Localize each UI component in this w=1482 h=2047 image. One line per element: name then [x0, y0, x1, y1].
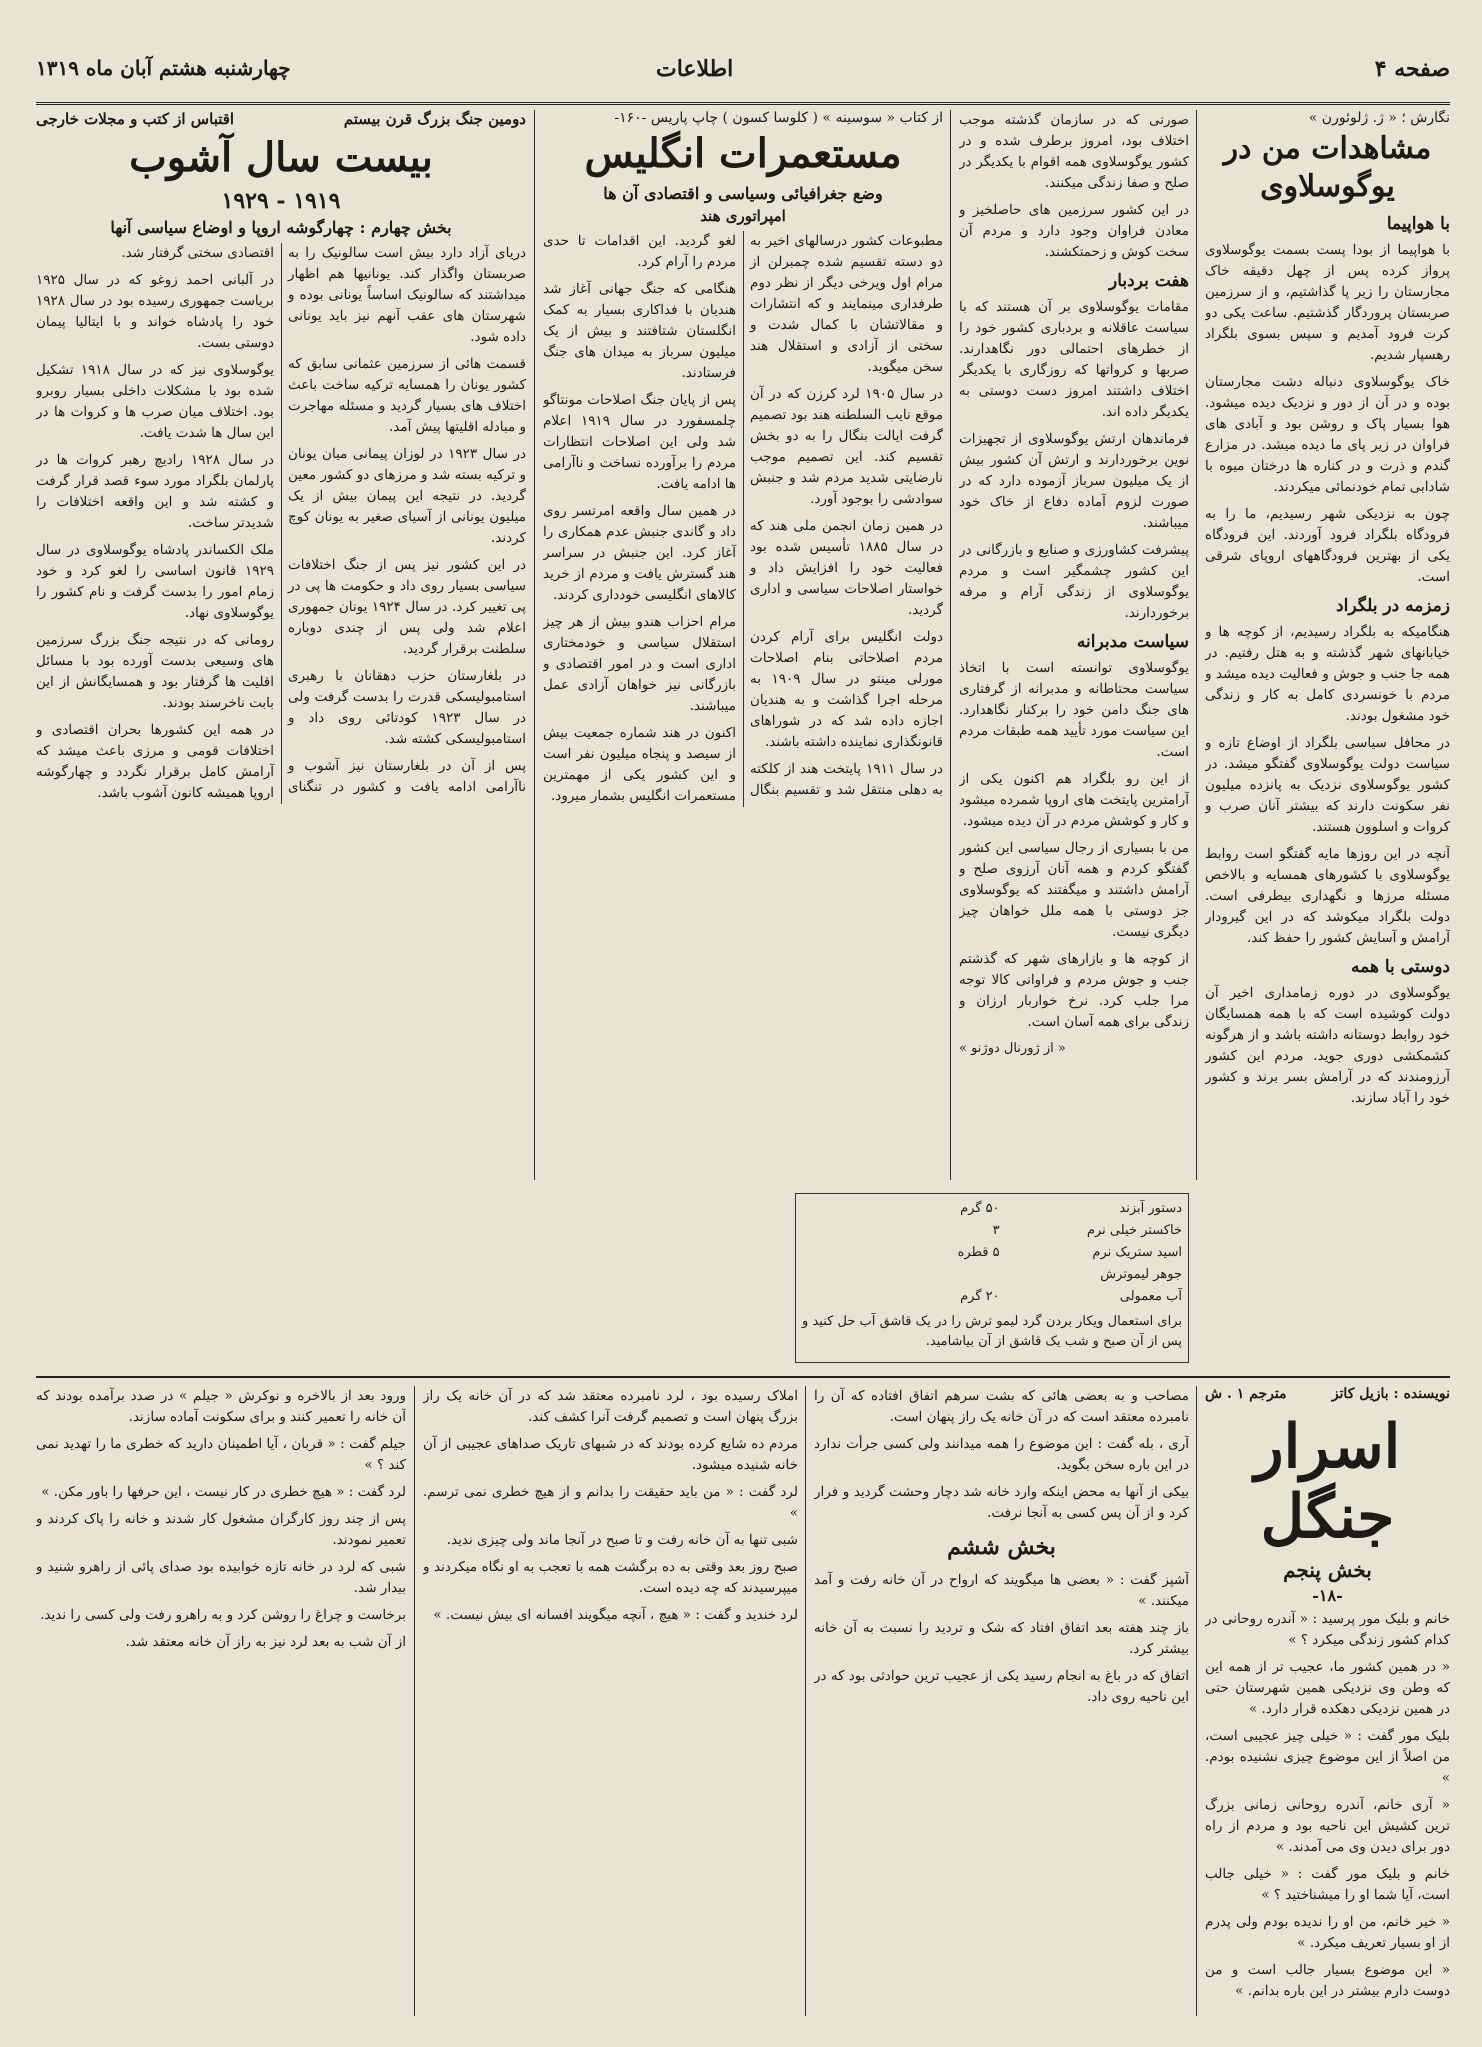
paragraph: لرد گفت : « هیچ خطری در کار نیست ، این حرفها را باور مکن. »	[41, 1484, 406, 1500]
section-heading: با هواپیما	[1386, 214, 1450, 234]
article-body	[543, 231, 943, 807]
column-rule	[950, 110, 951, 1180]
recipe-item: آب معمولی	[1119, 1289, 1182, 1304]
recipe-note: برای استعمال ویکار بردن گرد لیمو ترش را در یک قاشق آب حل کنید و پس از آن صبح و شب یک قاشق از آن بیاشامید.	[802, 1314, 1182, 1349]
article-body	[36, 243, 526, 804]
recipe-amount: ۵۰ گرم	[960, 1201, 1000, 1216]
paragraph: در همین زمان انجمن ملی هند که در سال ۱۸۸۵ تأسیس شده بود فعالیت خود را افزایش داد و خواستار اصلاحات سیاسی و اداری گردید.	[750, 518, 943, 618]
paragraph: پیشرفت کشاورزی و صنایع و بازرگانی در این کشور چشمگیر است و مردم یوگوسلاوی از زندگی آرام و مرفه برخوردارند.	[959, 542, 1189, 621]
serial-column-b	[814, 1386, 1189, 2016]
paragraph: شبی تنها به آن خانه رفت و تا صبح در آنجا ماند ولی چیزی ندید.	[446, 1532, 798, 1548]
serial-column-d	[36, 1386, 406, 2016]
source-caption: از کتاب « سوسینه » ( کلوسا کسون ) چاپ پاریس -۱۶۰-	[614, 110, 943, 126]
column-rule	[534, 110, 535, 1180]
paragraph: با هواپیما از بودا پست بسمت یوگوسلاوی پرواز کرده پس از چهل دقیقه خاک مجارستان را زیر پا گذاشتیم، و از سرزمین صربستان پروردگار گذشتیم. ساعت یکی دو کرت فرود آمدیم و سپس بسوی بلگراد رهسپار شدیم.	[1205, 242, 1450, 363]
column-colonies	[543, 110, 943, 1180]
paragraph: دریای آزاد دارد بیش است سالونیک را به صربستان واگذار کند. یونانیها هم اظهار میداشتند که سالونیک اساساً یونانی بوده و شهرستان های عقب آنهم نیز باید یونانی داده شود.	[288, 245, 526, 345]
serial-title: اسرار جنگل	[1254, 1412, 1401, 1552]
paragraph: در سال ۱۹۲۸ رادیچ رهبر کروات ها در پارلمان بلگراد مورد سوء قصد قرار گرفت و کشته شد و این واقعه اختلافات را شدیدتر ساخت.	[36, 452, 274, 531]
article-subtitle: بخش چهارم : چهارگوشه اروپا و اوضاع سیاسی آنها	[110, 218, 452, 237]
paragraph: دولت انگلیس برای آرام کردن مردم اصلاحاتی بنام اصلاحات مورلی مینتو در سال ۱۹۰۹ به مرحله اجرا گذاشت و به هندیان اجازه داده شد که در شوراهای قانونگذاری نماینده داشته باشند.	[750, 629, 943, 750]
paragraph: هنگامی که جنگ جهانی آغاز شد هندیان با فداکاری بسیار به کمک انگلستان شتافتند و بیش از یک میلیون سرباز به میدان های جنگ فرستادند.	[543, 281, 736, 381]
recipe-item: اسید ستریک نرم	[1092, 1245, 1182, 1260]
article-subtitle-2: امپراتوری هند	[700, 207, 786, 225]
column-yugoslavia	[1205, 110, 1450, 1180]
recipe-box	[795, 1193, 1189, 1363]
paragraph: در سال ۱۹۲۳ در لوزان پیمانی میان یونان و ترکیه بسته شد و مرزهای دو کشور معین گردید. در نتیجه این پیمان بیش از یک میلیون یونانی از آسیای صغیر به یونان کوچ کردند.	[288, 446, 526, 546]
serial-credits	[1205, 1386, 1450, 1402]
paragraph: شبی که لرد در خانه تازه خوابیده بود صدای پائی از راهرو شنید و بیدار شد.	[36, 1559, 406, 1596]
section-heading: سیاست مدبرانه	[1076, 632, 1189, 652]
paragraph: مطبوعات کشور درسالهای اخیر به دو دسته تقسیم شده چمبرلن از مرام اول ویرخی دیگر از نظر دوم طرفداری مینمایند و که انتشارات و مقالاتشان با کمال شدت و سختی از آزادی و استقلال هند سخن میگوید.	[750, 233, 943, 375]
column-yugoslavia-cont	[959, 110, 1189, 1180]
paragraph: آنچه در این روزها مایه گفتگو است روابط یوگوسلاوی با کشورهای همسایه و بالاخص مسئله مرزها و نگهداری بیطرفی است. دولت بلگراد میکوشد که در این گیرودار آرامش و آسایش کشور را حفظ کند.	[1205, 846, 1450, 946]
paper-name: اطلاعات	[656, 56, 734, 82]
paragraph: بلیک مور گفت : « خیلی چیز عجیبی است، من اصلاً از این موضوع چیزی نشنیده بودم. »	[1205, 1728, 1450, 1786]
paragraph: مقامات یوگوسلاوی بر آن هستند که با سیاست عاقلانه و بردباری کشور خود را از خطرهای احتمالی دور نگاهدارند. صربها و کرواتها که روزگاری با یکدیگر اختلاف داشتند امروز دست دوستی به یکدیگر داده اند.	[959, 299, 1189, 420]
paragraph: مصاحب و به بعضی هائی که بشت سرهم اتفاق افتاده که آن را نامبرده معتقد است که در آن خانه یک راز پنهان است.	[814, 1388, 1189, 1425]
paragraph: بیکی از آنها به محض اینکه وارد خانه شد دچار وحشت گردید و فرار کرد و از آن پس کسی به آنجا نرفت.	[814, 1484, 1189, 1521]
recipe-item: دستور آبزند	[1119, 1201, 1182, 1216]
author-caption: نگارش ؛ « ژ. ژلوئورن »	[1308, 110, 1450, 126]
paragraph: اتفاق که در باغ به انجام رسید یکی از عجیب ترین حوادثی بود که در این ناحیه روی داد.	[814, 1668, 1189, 1705]
section-rule	[36, 1376, 1450, 1378]
paragraph: قسمت هائی از سرزمین عثمانی سابق که کشور یونان را همسایه ترکیه ساخت باعث اختلاف های بسیار گردید و مسئله مهاجرت و مبادله اقلیتها پیش آمد.	[288, 356, 526, 435]
paragraph: جیلم گفت : « قربان ، آیا اطمینان دارید که خطری ما را تهدید نمی کند ؟ »	[36, 1436, 406, 1473]
paragraph: برخاست و چراغ را روشن کرد و به راهرو رفت ولی کسی را ندید.	[40, 1607, 406, 1623]
page-number: صفحه ۴	[1374, 56, 1450, 82]
paragraph: باز چند هفته بعد اتفاق افتاد که شک و تردید را نسبت به آن خانه بیشتر کرد.	[814, 1620, 1189, 1657]
paragraph: پس از پایان جنگ اصلاحات مونتاگو چلمسفورد در سال ۱۹۱۹ اعلام شد ولی این اصلاحات انتظارات مردم را برآورده نساخت و ناآرامی ها ادامه یافت.	[543, 392, 736, 492]
paragraph: « آری خانم، آندره روحانی زمانی بزرگ ترین کشیش این ناحیه بود و مردم از راه دور برای دیدن وی می آمدند. »	[1205, 1797, 1450, 1855]
newspaper-page	[36, 48, 1450, 2020]
paragraph: هنگامیکه به بلگراد رسیدیم، از کوچه ها و خیابانهای شهر گذشته و به هتل رفتیم. در همه جا جنب و جوش و فعالیت دیده میشد و مردم با خونسردی کامل به کار و زندگی خود مشغول بودند.	[1205, 624, 1450, 724]
series-caption: دومین جنگ بزرگ قرن بیستم	[343, 110, 526, 128]
paragraph: آشپز گفت : « بعضی ها میگویند که ارواح در آن خانه رفت و آمد میکنند. »	[814, 1572, 1189, 1609]
paragraph: یوگوسلاوی توانسته است با اتخاذ سیاست محتاطانه و مدبرانه از گرفتاری های جنگ دامن خود را برکنار نگاهدارد. این سیاست مورد تأیید همه طبقات مردم است.	[959, 660, 1189, 760]
series-header	[36, 110, 526, 128]
recipe-amount: ۳	[992, 1223, 1000, 1238]
paragraph: لرد خندید و گفت : « هیچ ، آنچه میگویند افسانه ای بیش نیست. »	[433, 1607, 798, 1623]
paragraph: در محافل سیاسی بلگراد از اوضاع تازه و سیاست دولت یوگوسلاوی گفتگو میشد. در کشور یوگوسلاوی نزدیک به پانزده میلیون نفر سکونت دارند که بیشتر آنان صرب و کروات و اسلوون هستند.	[1205, 735, 1450, 835]
column-rule	[805, 1386, 806, 2016]
article-title: مستعمرات انگلیس	[584, 130, 902, 177]
column-rule	[1196, 1386, 1197, 2016]
section-heading: هفت بردبار	[1109, 271, 1189, 291]
recipe-item: خاکستر خیلی نرم	[1086, 1223, 1182, 1238]
paragraph: صورتی که در سازمان گذشته موجب اختلاف بود، امروز برطرف شده و در کشور یوگوسلاوی همه اقوام با یکدیگر در صلح و صفا زندگی میکنند.	[959, 112, 1189, 191]
paragraph: خانم و بلیک مور پرسید : « آندره روحانی در کدام کشور زندگی میکرد ؟ »	[1205, 1611, 1450, 1648]
serial-author: نویسنده : بازیل کاتز	[1331, 1386, 1450, 1402]
paragraph: مردم ده شایع کرده بودند که در شبهای تاریک صداهای عجیبی از آن خانه شنیده میشود.	[423, 1436, 798, 1473]
year-range: ۱۹۱۹ - ۱۹۲۹	[221, 188, 341, 214]
paragraph: چون به نزدیکی شهر رسیدیم، ما را به فرودگاه بلگراد فرود آوردند. این فرودگاه یکی از بهترین فرودگاههای اروپای شرقی است.	[1205, 506, 1450, 585]
paragraph: مرام احزاب هندو بیش از هر چیز استقلال سیاسی و خودمختاری اداری است و در امور اقتصادی و بازرگانی نیز خواهان آزادی عمل میباشند.	[543, 614, 736, 714]
paragraph: از این رو بلگراد هم اکنون یکی از آرامترین پایتخت های اروپا شمرده میشود و کار و کوشش مردم در آن دیده میشود.	[959, 771, 1189, 829]
source-credit: « از ژورنال دوژنو »	[959, 1041, 1066, 1056]
recipe-item: جوهر لیموترش	[1100, 1267, 1182, 1282]
paragraph: در سال ۱۹۱۱ پایتخت هند از کلکته به دهلی منتقل شد و تقسیم بنگال لغو گردید. این اقدامات تا حدی مردم را آرام کرد.	[543, 233, 943, 798]
column-rule	[414, 1386, 415, 2016]
paragraph: « در همین کشور ما، عجیب تر از همه این که وطن وی نزدیکی همین شهرستان حتی در همین نزدیکی دهکده قرار دارد. »	[1205, 1659, 1450, 1717]
paragraph: یوگوسلاوی نیز که در سال ۱۹۱۸ تشکیل شده بود با مشکلات داخلی بسیار روبرو بود. اختلاف میان صرب ها و کروات ها در این سال ها شدت یافت.	[36, 362, 274, 441]
paragraph: من با بسیاری از رجال سیاسی این کشور گفتگو کردم و همه آنان آرزوی صلح و آرامش داشتند و میگفتند که یوگوسلاوی جز دوستی با همه ملل خواهان چیز دیگری نیست.	[959, 840, 1189, 940]
paragraph: در همه این کشورها بحران اقتصادی و اختلافات قومی و مرزی باعث میشد که آرامش کامل برقرار نگردد و چهارگوشه اروپا همیشه کانون آشوب باشد.	[36, 722, 274, 801]
paragraph: در آلبانی احمد زوغو که در سال ۱۹۲۵ بریاست جمهوری رسیده بود در سال ۱۹۲۸ خود را پادشاه خواند و با ایتالیا پیمان دوستی بست.	[36, 272, 274, 351]
paragraph: « خیر خانم، من او را ندیده بودم ولی پدرم از او بسیار تعریف میکرد. »	[1205, 1914, 1450, 1951]
series-caption-2: اقتباس از کتب و مجلات خارجی	[36, 110, 235, 128]
article-subtitle: وضع جغرافیائی وسیاسی و اقتصادی آن ها	[603, 184, 883, 203]
paragraph: « این موضوع بسیار جالب است و من دوست دارم بیشتر در این باره بدانم. »	[1205, 1962, 1450, 1999]
paragraph: خاک یوگوسلاوی دنباله دشت مجارستان بوده و در آن از دور و نزدیک دیده میشود. هوا بسیار پاک و روشن بود و آبادی های فراوان در زیر پای ما دیده میشد. در مزارع گندم و ذرت و در کناره ها درختان میوه با شادابی تمام خودنمائی میکردند.	[1205, 374, 1450, 495]
paragraph: فرماندهان ارتش یوگوسلاوی از تجهیزات نوین برخوردارند و ارتش آن کشور بیش از یک میلیون سرباز آزموده دارد که در صورت لزوم آماده دفاع از خاک خود میباشند.	[959, 431, 1189, 531]
paragraph: پس از آن در بلغارستان نیز آشوب و ناآرامی ادامه یافت و کشور در تنگنای اقتصادی سختی گرفتار شد.	[121, 245, 526, 795]
recipe-amount: ۲۰ گرم	[960, 1289, 1000, 1304]
article-title: بیست سال آشوب	[129, 134, 433, 181]
paragraph: یوگوسلاوی در دوره زمامداری اخیر آن دولت کوشیده است که با همه همسایگان خود روابط دوستانه داشته باشد و از هرگونه کشمکشی دوری جوید. مردم این کشور آرزومندند که در آرامش بسر برند و کشور خود را آباد سازند.	[1205, 985, 1450, 1106]
serial-number: -۱۸-	[1312, 1586, 1343, 1605]
paragraph: در بلغارستان حزب دهقانان با رهبری استامبولیسکی قدرت را بدست گرفت ولی در سال ۱۹۲۳ کودتائی روی داد و استامبولیسکی کشته شد.	[288, 668, 526, 747]
paragraph: خانم و بلیک مور گفت : « خیلی جالب است، آیا شما او را میشناختید ؟ »	[1205, 1866, 1450, 1903]
serial-column-a	[1205, 1386, 1450, 2016]
masthead	[36, 48, 1450, 105]
serial-column-c	[423, 1386, 798, 2016]
section-heading: زمزمه در بلگراد	[1336, 596, 1450, 616]
recipe-amount: ۵ قطره	[957, 1245, 1000, 1260]
column-rule	[1196, 110, 1197, 1180]
paragraph: ملک الکساندر پادشاه یوگوسلاوی در سال ۱۹۲۹ قانون اساسی را لغو کرد و خود زمام امور را بدست گرفت و نام کشور را یوگوسلاوی نهاد.	[36, 542, 274, 621]
paragraph: اکنون در هند شماره جمعیت بیش از سیصد و پنجاه میلیون نفر است و این کشور یکی از مهمترین مستعمرات انگلیس بشمار میرود.	[543, 725, 736, 804]
paragraph: صبح روز بعد وقتی به ده برگشت همه با تعجب به او نگاه میکردند و میپرسیدند که چه دیده است.	[423, 1559, 798, 1596]
recipe-list	[802, 1198, 1182, 1308]
paragraph: لرد گفت : « من باید حقیقت را بدانم و از هیچ خطری نمی ترسم. »	[423, 1484, 798, 1521]
issue-date: چهارشنبه هشتم آبان ماه ۱۳۱۹	[36, 56, 291, 80]
paragraph: از آن شب به بعد لرد نیز به راز آن خانه معتقد شد.	[125, 1634, 406, 1650]
paragraph: در این کشور نیز پس از جنگ اختلافات سیاسی بسیار روی داد و حکومت ها پی در پی تغییر کرد. در سال ۱۹۲۴ یونان جمهوری اعلام شد ولی پس از چندی دوباره سلطنت برقرار گردید.	[288, 557, 526, 657]
paragraph: املاک رسیده بود ، لرد نامبرده معتقد شد که در آن خانه یک راز بزرگ پنهان است و تصمیم گرفت آنرا کشف کند.	[423, 1388, 798, 1425]
paragraph: رومانی که در نتیجه جنگ بزرگ سرزمین های وسیعی بدست آورده بود با مسائل اقلیت ها گرفتار بود و همسایگانش از این بابت ناخرسند بودند.	[36, 632, 274, 711]
section-heading: دوستی با همه	[1351, 957, 1450, 977]
column-twenty-years	[36, 110, 526, 1365]
paragraph: آری ، بله گفت : این موضوع را همه میدانند ولی کسی جرأت ندارد در این باره سخن بگوید.	[814, 1436, 1189, 1473]
paragraph: در سال ۱۹۰۵ لرد کرزن که در آن موقع نایب السلطنه هند بود تصمیم گرفت ایالت بنگال را به دو بخش تقسیم کند. این تصمیم موجب نارضایتی شدید مردم شد و جنبش سوادشی را بوجود آورد.	[750, 386, 943, 507]
serial-translator: مترجم ۱ . ش	[1205, 1386, 1287, 1402]
serial-part-6: بخش ششم	[947, 1534, 1056, 1560]
article-title: مشاهدات من در یوگوسلاوی	[1223, 131, 1432, 204]
paragraph: از کوچه ها و بازارهای شهر که گذشتم جنب و جوش مردم و فراوانی کالا توجه مرا جلب کرد. نرخ خواربار ارزان و زندگی برای همه آسان است.	[959, 951, 1189, 1030]
paragraph: در این کشور سرزمین های حاصلخیز و معادن فراوان وجود دارد و مردم آن سخت کوش و زحمتکشند.	[959, 202, 1189, 260]
paragraph: پس از چند روز کارگران مشغول کار شدند و خانه را پاک کردند و تعمیر نمودند.	[36, 1511, 406, 1548]
serial-part: بخش پنجم	[1283, 1558, 1372, 1582]
paragraph: ورود بعد از بالاخره و نوکرش « جیلم » در صدد برآمده بودند که آن خانه را تعمیر کنند و برای سکونت آماده سازند.	[36, 1388, 406, 1425]
paragraph: در همین سال واقعه امرتسر روی داد و گاندی جنبش عدم همکاری را آغاز کرد. این جنبش در سراسر هند گسترش یافت و مردم از خرید کالاهای انگلیسی خودداری کردند.	[543, 503, 736, 603]
